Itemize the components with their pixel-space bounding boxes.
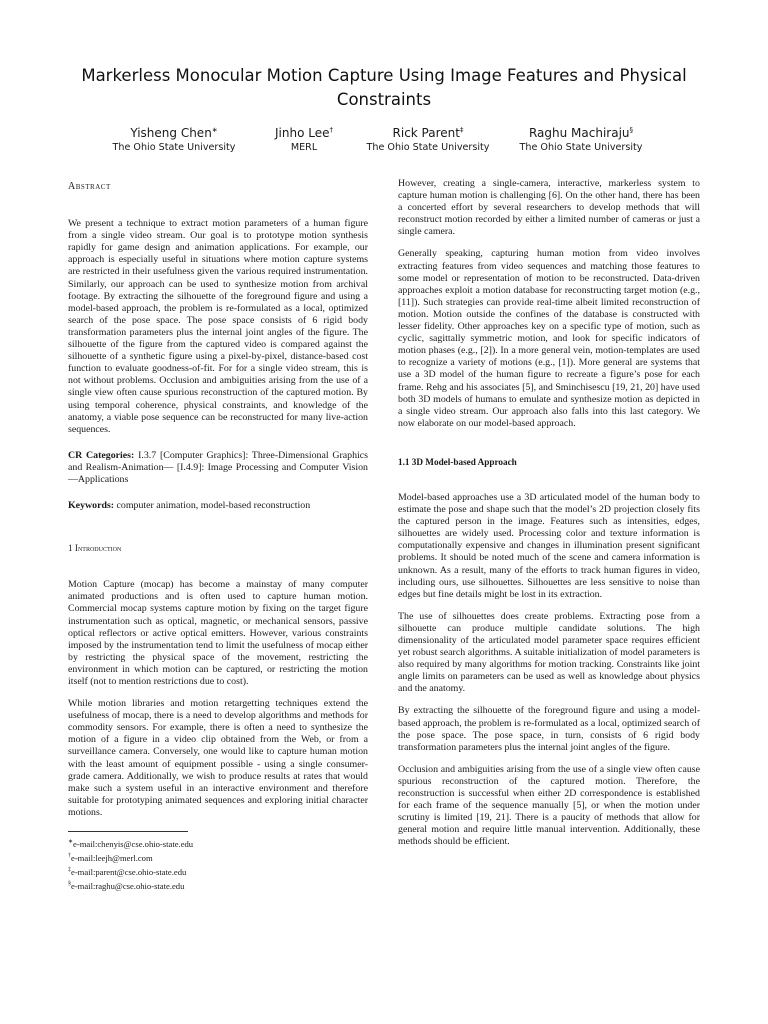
footnote-mark: † [68,852,71,859]
author-affiliation: The Ohio State University [112,142,236,153]
footnote-email: e-mail:chenyis@cse.ohio-state.edu [73,838,194,849]
right-paragraph-6: Occlusion and ambiguities arising from the use of a single view often cause spurious reconstruction of the captured motion. Therefore, the reconstruction is successful when either 2D correspondence is established for each frame of the sequence manually [5], or when the motion under scrutiny is limited [19, 21]. There is a paucity of methods that allow for general motion and require little manual intervention. Additionally, these methods should be efficient. [398,763,700,848]
keywords-label: Keywords: [68,500,115,512]
abstract-heading: Abstract [68,181,111,192]
introduction-heading: 1 Introduction [68,543,122,554]
intro-paragraph-2: While motion libraries and motion retargetting techniques extend the usefulness of mocap, there is a need to develop algorithms and methods for commodity sensors. For example, there is often a need to synthesize the motion of a figure in a video clip obtained from the Web, or from a surveillance camera. Conversely, one would like to capture human motion with the least amount of equipment possible - using a single consumer-grade camera. Additionally, we wish to produce results at rates that would make such a system useful in an interactive environment and therefore suitable for prototyping animated sequences and exploring initial character motions. [68,698,368,818]
footnote-email: e-mail:parent@cse.ohio-state.edu [71,866,187,877]
right-paragraph-1: However, creating a single-camera, interactive, markerless system to capture human motion is challenging [6]. On the other hand, there has been a concerted effort by several researchers to develop methods that will reconstruct motion recorded by either a limited number of cameras or just a single camera. [398,178,700,238]
right-paragraph-4: The use of silhouettes does create problems. Extracting pose from a silhouette can produce multiple candidate solutions. The high dimensionality of the articulated model parameter space requires efficient yet robust search algorithms. A suitable initialization of model parameters is also required by many algorithms for motion tracking. Constraints like joint angle limits on parameters can be used as well as knowledge about physics and the anatomy. [398,610,700,695]
cr-categories [68,450,368,486]
author-name: Yisheng Chen [130,126,212,140]
author-affiliation: The Ohio State University [519,142,643,153]
footnote-2 [68,850,188,864]
right-paragraph-3: Model-based approaches use a 3D articulated model of the human body to estimate the pose and shape such that the model’s 2D projection closely fits the captured person in the image. Features such as intensities, edges, silhouettes are widely used. Processing color and texture information is computationally expensive and changes in illumination present significant problems. It should be noted much of the scene and camera information is unknown. As a result, many of the efforts to track human figures in video, including ours, use silhouettes. Silhouettes are less sensitive to noise than edges but fine details might be lost in its extraction. [398,491,700,600]
footnote-mark: ∗ [68,839,74,846]
footnote-mark: § [68,880,71,887]
author-name: Jinho Lee [275,126,330,140]
keywords-text: computer animation, model-based reconstruction [116,500,311,512]
left-column [68,178,368,891]
author-affiliation: The Ohio State University [366,142,490,153]
author-list [0,122,768,156]
footnotes [68,831,194,891]
abstract-text: We present a technique to extract motion parameters of a human figure from a single video stream. Our goal is to prototype motion synthesis rapidly for game design and animation applications. For example, our approach is especially useful in situations where motion capture systems are restricted in their usefulness given the various required instrumentation. Similarly, our approach can be used to synthesize motion from archival footage. By extracting the silhouette of the foreground figure and using a model-based approach, the problem is re-formulated as a local, optimized search of the pose space. The pose space consists of 6 rigid body transformation parameters plus the internal joint angles of the figure. The silhouette of the figure from the captured video is compared against the silhouette of a synthetic figure using a pixel-by-pixel, distance-based cost function to evaluate goodness-of-fit. For for a single video stream, this is not without problems. Occlusion and ambiguities arising from the use of a single view often cause spurious reconstruction of the captured motion. By using temporal coherence, physical constraints, and knowledge of the anatomy, a viable pose sequence can be reconstructed for many live-action sequences. [68,218,368,435]
right-column [398,178,700,859]
author-affiliation: MERL [290,142,318,153]
keywords [68,500,368,512]
footnote-3 [68,864,188,878]
paper-title: Markerless Monocular Motion Capture Using Image Features and Physical Constraints [81,66,687,109]
author-mark: § [629,126,634,134]
footnote-1 [68,836,194,850]
cr-label: CR Categories: [68,449,135,461]
footnote-4 [68,878,188,892]
author-mark: † [329,126,333,134]
footnote-email: e-mail:raghu@cse.ohio-state.edu [71,880,185,891]
right-paragraph-5: By extracting the silhouette of the foreground figure and using a model-based approach, the problem is re-formulated as a local, optimized search of the pose space. The pose space, in turn, consists of 6 rigid body transformation parameters plus the internal joint angles of the figure. [398,705,700,753]
author-name: Rick Parent [392,126,460,140]
author-mark: ∗ [211,126,218,134]
author-name: Raghu Machiraju [528,126,630,140]
right-paragraph-2: Generally speaking, capturing human motion from video involves extracting features from video sequences and matching those features to some model or representation of motion to be reconstructed. Data-driven approaches exploit a motion database for reconstructing target motion (e.g., [11]). Such strategies can provide real-time albeit limited reconstruction of motion. Motion outside the confines of the database is constructed with lesser fidelity. Other approaches key on a specific type of motion, such as cyclic, sagittally symmetric motion, and look for specific indicators of motion phases (e.g., [2]). In a more general vein, motion-templates are used to recognize a variety of motions (e.g., [1]). More general are systems that use a 3D model of the human figure to recreate a figure’s pose for each frame. Rehg and his associates [5], and Sminchisescu [19, 21, 20] have used both 3D models of humans to emulate and synthesize motion as depicted in a single video stream. Our approach also falls into this last category. We now elaborate on our model-based approach. [398,248,700,429]
cr-text: I.3.7 [Computer Graphics]: Three-Dimensional Graphics and Realism-Animation— [I.4.9]: Image Processing and Computer Vision—Applications [68,449,368,485]
author-mark: ‡ [459,126,464,134]
subsection-heading: 1.1 3D Model-based Approach [398,456,517,467]
footnote-mark: ‡ [68,866,71,873]
author-4 [491,122,671,155]
intro-paragraph-1: Motion Capture (mocap) has become a mainstay of many computer animated productions and is often used to capture human motion. Commercial mocap systems capture motion by fixing on the target figure instrumentation such as optical, magnetic, or mechanical sensors, passive optical reflectors or active optical emitters. However, various constraints imposed by the instrumentation tend to limit the usefulness of mocap either by restricting the physical space of the movement, restricting the environment in which motion can be captured, or restricting the motion itself (not to mention restrictions due to cost). [68,579,368,687]
footnote-email: e-mail:leejh@merl.com [71,852,153,863]
